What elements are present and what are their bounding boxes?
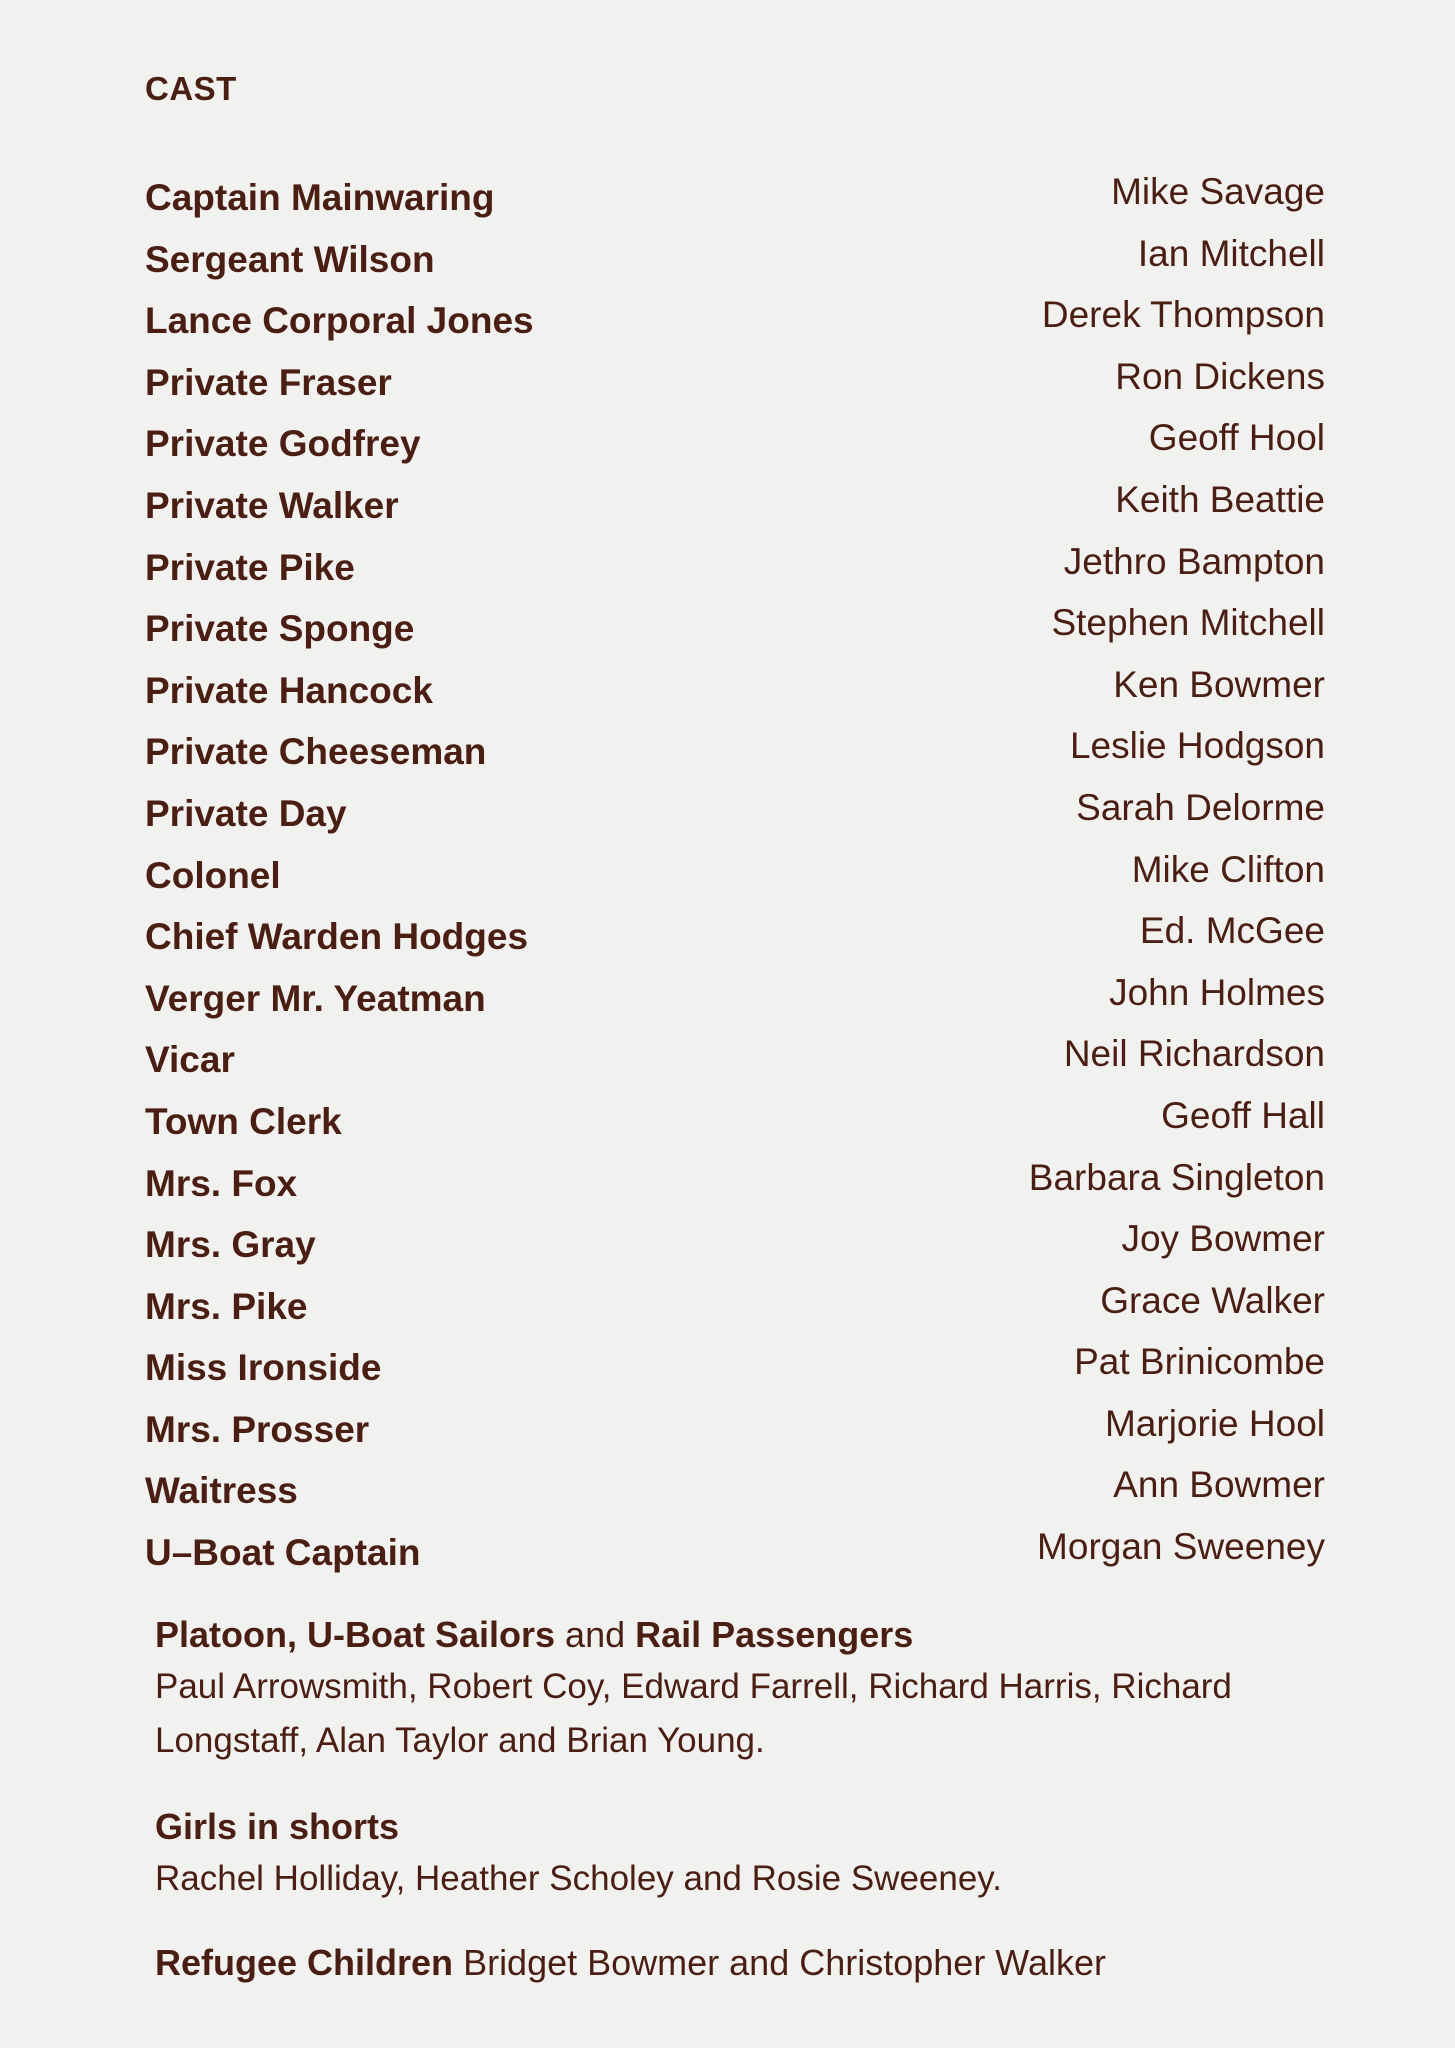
actor-name: Barbara Singleton [1028,1156,1325,1198]
girls-names: Rachel Holliday, Heather Scholey and Rosie Sweeney. [155,1859,1002,1898]
cast-row [145,1214,1325,1276]
actor-name: Keith Beattie [1115,478,1325,520]
role-name: Chief Warden Hodges [145,916,529,958]
role-name: Miss Ironside [145,1347,382,1389]
cast-list [145,167,1325,1584]
actor-name: Ken Bowmer [1113,663,1325,705]
cast-row [145,1337,1325,1399]
cast-row [145,352,1325,414]
refugees-title: Refugee Children [155,1942,454,1983]
role-name: Private Pike [145,546,355,588]
actor-name: Grace Walker [1100,1279,1325,1321]
cast-row [145,1091,1325,1153]
actor-name: Ron Dickens [1115,355,1325,397]
cast-row [145,968,1325,1030]
platoon-section [155,1610,1385,1768]
platoon-title [155,1610,1385,1660]
role-name: Captain Mainwaring [145,177,495,218]
cast-row [145,167,1325,229]
actor-name: Morgan Sweeney [1037,1526,1325,1568]
girls-title [155,1802,1385,1852]
cast-row [145,413,1325,475]
refugees-line [155,1938,1385,1988]
cast-row [145,475,1325,537]
actor-name: Sarah Delorme [1076,786,1325,828]
cast-row [145,660,1325,722]
platoon-names-line1: Paul Arrowsmith, Robert Coy, Edward Farrell, Richard Harris, Richard [155,1667,1232,1706]
actor-name: Stephen Mitchell [1051,602,1325,644]
role-name: Private Day [145,792,347,834]
role-name: Mrs. Pike [145,1285,308,1327]
role-name: U–Boat Captain [145,1532,421,1574]
actor-name: Leslie Hodgson [1069,725,1325,767]
role-name: Mrs. Fox [145,1162,298,1204]
cast-row [145,783,1325,845]
actor-name: Marjorie Hool [1104,1402,1325,1444]
actor-name: Pat Brinicombe [1074,1341,1325,1383]
role-name: Private Cheeseman [145,731,487,773]
role-name: Private Godfrey [145,423,421,465]
role-name: Verger Mr. Yeatman [145,977,486,1019]
role-name: Colonel [145,854,281,896]
cast-row [145,1399,1325,1461]
platoon-title-part2: Rail Passengers [635,1614,914,1655]
cast-row [145,845,1325,907]
actor-name: Geoff Hall [1161,1094,1325,1136]
refugees-section [155,1938,1385,1988]
cast-row [145,229,1325,291]
actor-name: John Holmes [1109,971,1325,1013]
actor-name: Ann Bowmer [1113,1464,1325,1506]
actor-name: Ian Mitchell [1137,232,1325,274]
cast-row [145,906,1325,968]
platoon-names-line2: Longstaff, Alan Taylor and Brian Young. [155,1721,765,1760]
role-name: Waitress [145,1470,298,1512]
cast-row [145,1153,1325,1215]
actor-name: Joy Bowmer [1121,1218,1325,1260]
platoon-title-conjunction: and [555,1614,636,1655]
role-name: Private Hancock [145,669,433,711]
actor-name: Jethro Bampton [1063,540,1325,582]
girls-section [155,1802,1385,1906]
actor-name: Mike Clifton [1131,848,1325,890]
role-name: Sergeant Wilson [145,238,435,280]
actor-name: Neil Richardson [1063,1033,1325,1075]
girls-title-text: Girls in shorts [155,1806,400,1847]
actor-name: Ed. McGee [1139,910,1325,952]
cast-row [145,290,1325,352]
cast-row [145,1276,1325,1338]
cast-row [145,1522,1325,1584]
refugees-names: Bridget Bowmer and Christopher Walker [463,1942,1106,1983]
role-name: Mrs. Prosser [145,1408,370,1450]
role-name: Town Clerk [145,1100,342,1142]
platoon-title-part1: Platoon, U-Boat Sailors [155,1614,556,1655]
cast-row [145,721,1325,783]
actor-name: Mike Savage [1111,171,1325,212]
cast-heading: CAST [145,70,237,107]
actor-name: Derek Thompson [1041,294,1325,336]
role-name: Vicar [145,1039,235,1081]
cast-row [145,1029,1325,1091]
cast-row [145,598,1325,660]
role-name: Private Fraser [145,361,392,403]
cast-row [145,537,1325,599]
role-name: Lance Corporal Jones [145,300,534,342]
actor-name: Geoff Hool [1148,417,1325,459]
role-name: Private Sponge [145,608,415,650]
role-name: Private Walker [145,484,399,526]
cast-row [145,1460,1325,1522]
role-name: Mrs. Gray [145,1224,316,1266]
